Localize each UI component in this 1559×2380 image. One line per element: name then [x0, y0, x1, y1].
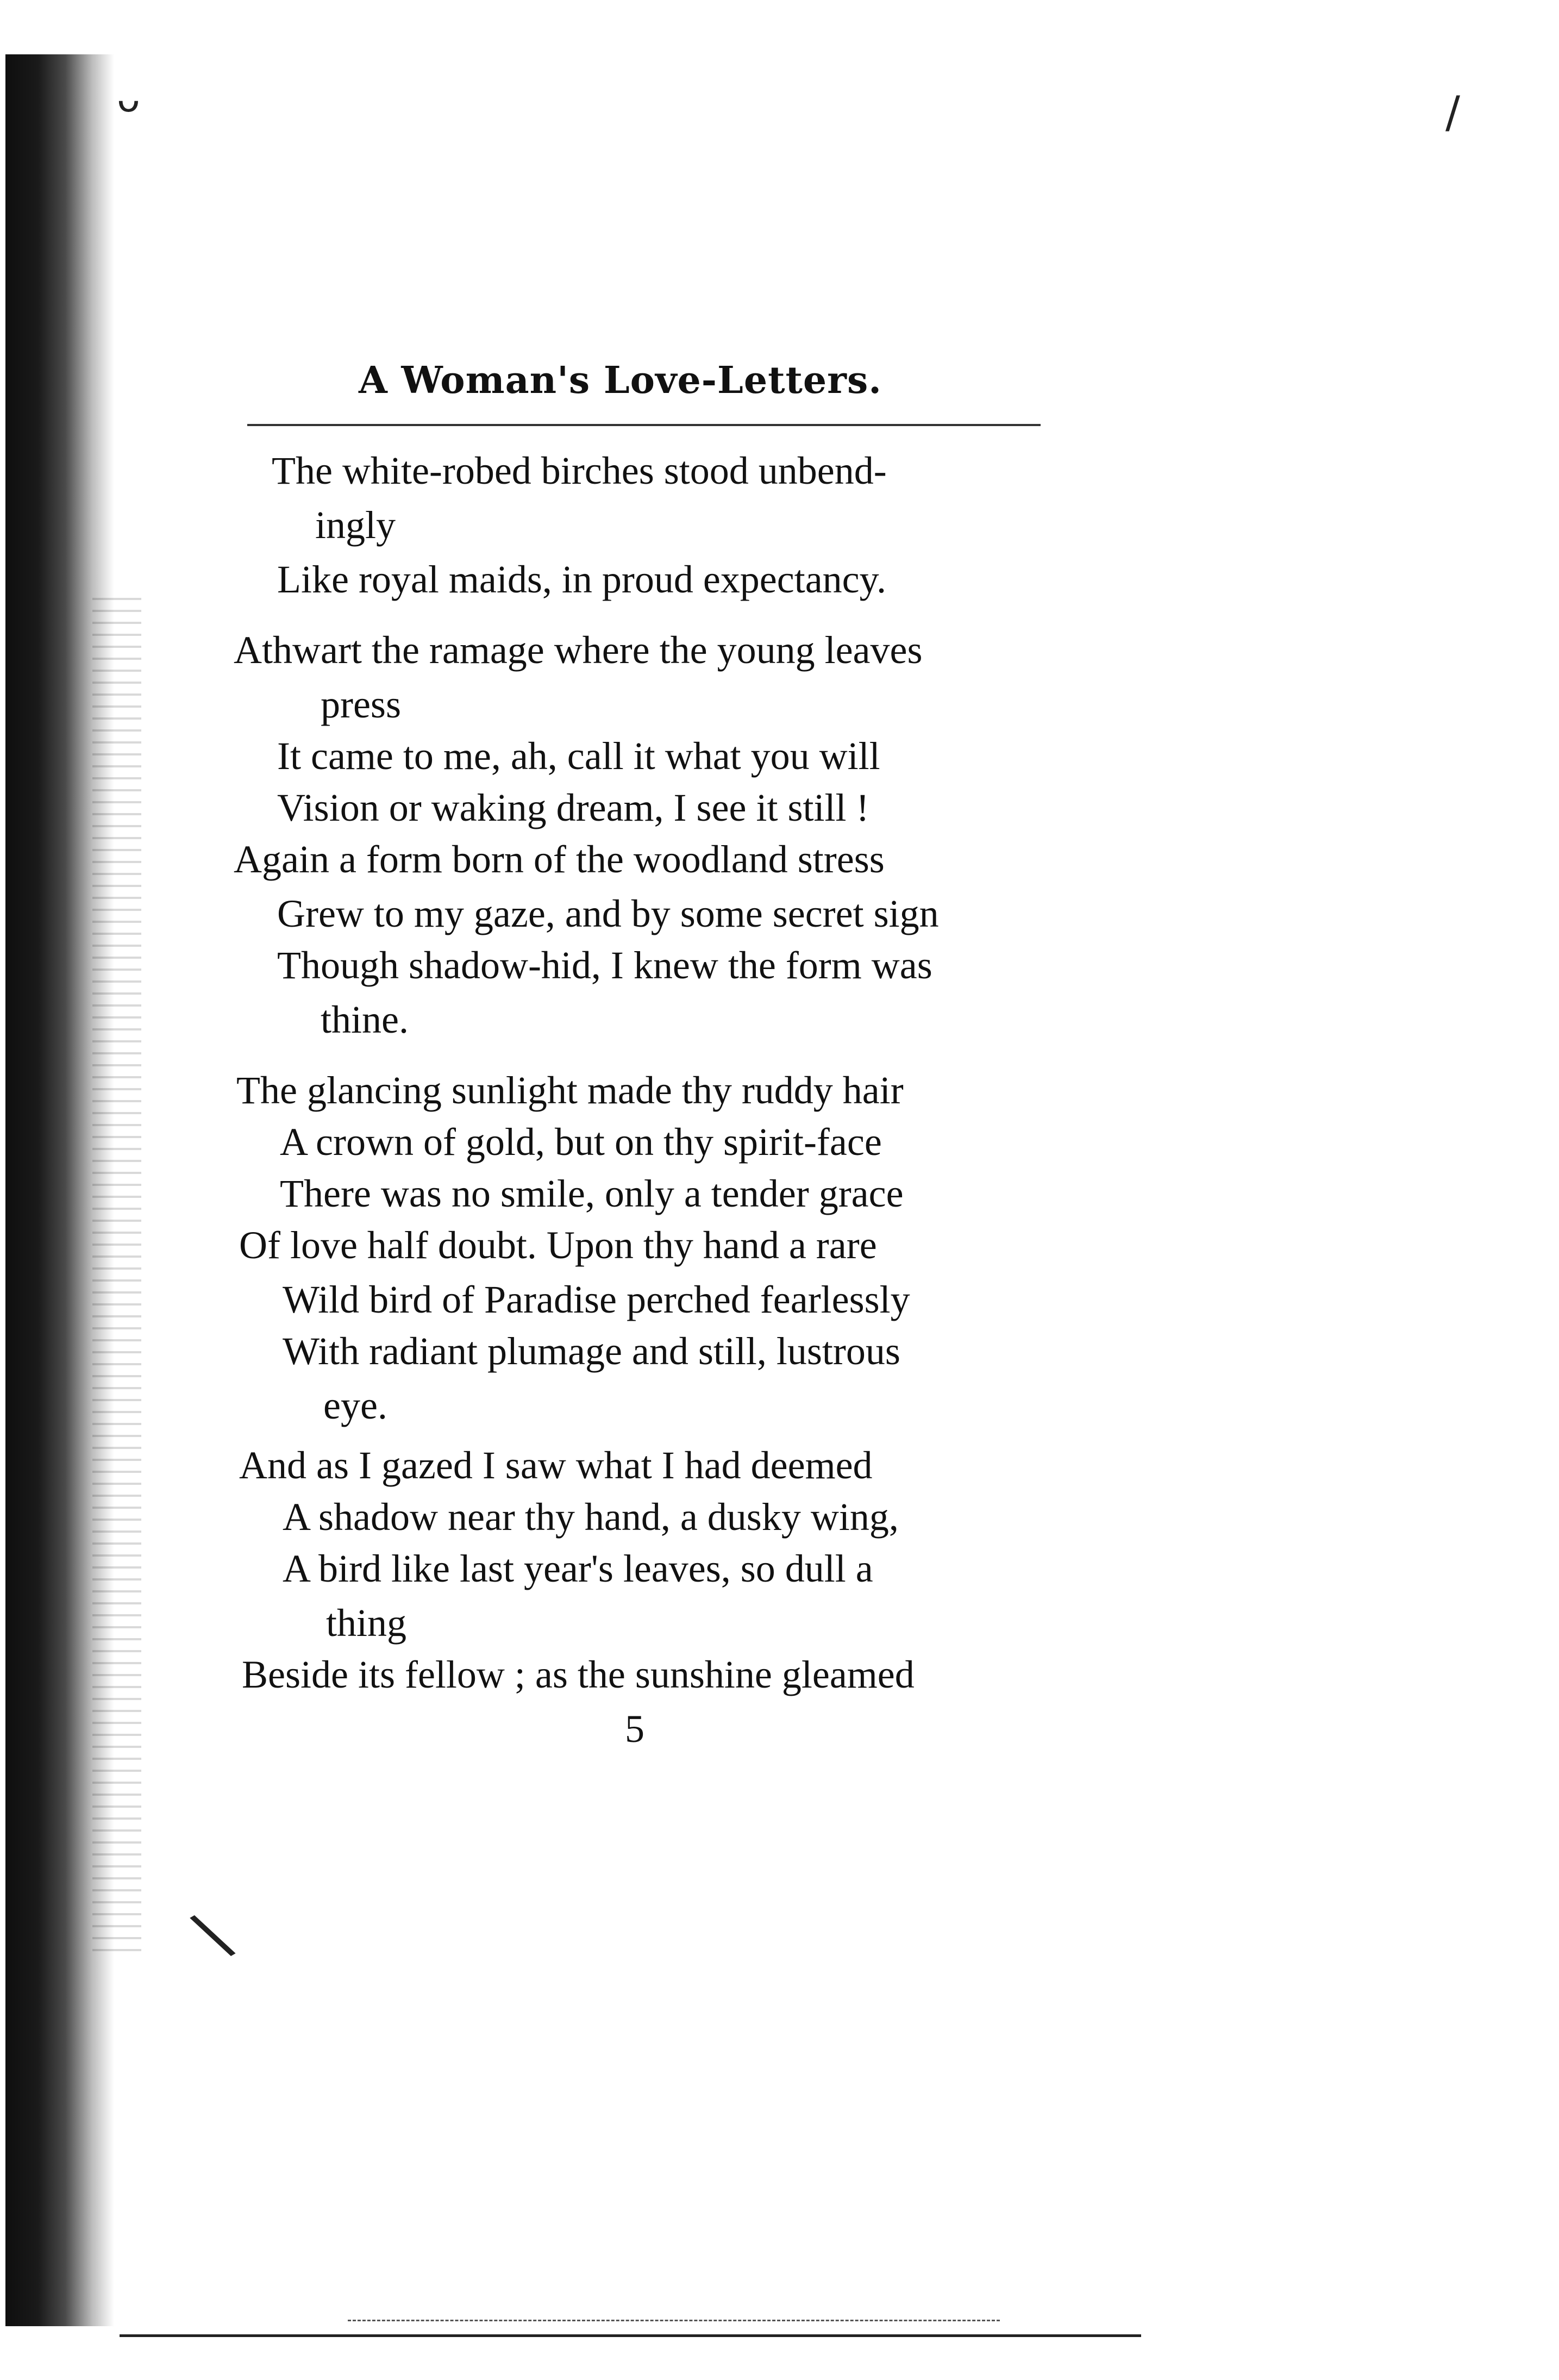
poem-line: There was no smile, only a tender grace	[280, 1172, 904, 1215]
pencil-mark: ᴗ	[117, 76, 140, 121]
poem-line: Like royal maids, in proud expectancy.	[277, 558, 886, 601]
poem-line: eye.	[323, 1384, 387, 1427]
poem-line: A bird like last year's leaves, so dull a	[283, 1547, 873, 1590]
poem-line: ingly	[315, 503, 396, 547]
poem-line: Again a form born of the woodland stress	[234, 838, 885, 881]
poem-line: Vision or waking dream, I see it still !	[277, 786, 869, 829]
poem-line: Wild bird of Paradise perched fearlessly	[283, 1278, 910, 1321]
poem-line: And as I gazed I saw what I had deemed	[239, 1444, 873, 1487]
bottom-dashed-rule	[348, 2320, 1000, 2321]
poem-line: Of love half doubt. Upon thy hand a rare	[239, 1223, 877, 1267]
poem-line: Athwart the ramage where the young leaves	[234, 628, 923, 672]
poem-line: Beside its fellow ; as the sunshine gleamed	[242, 1653, 915, 1696]
poem-line: thing	[326, 1601, 407, 1645]
page-number: 5	[625, 1707, 644, 1751]
pencil-slash-mark: /	[1445, 87, 1460, 138]
poem-line: A shadow near thy hand, a dusky wing,	[283, 1495, 899, 1539]
poem-line: A crown of gold, but on thy spirit-face	[280, 1120, 882, 1164]
poem-line: press	[321, 683, 401, 726]
poem-line: The glancing sunlight made thy ruddy hair	[236, 1069, 904, 1112]
poem-line: It came to me, ah, call it what you will	[277, 734, 880, 778]
bottom-rule	[120, 2334, 1141, 2337]
ink-stroke-mark: \	[183, 1896, 241, 1973]
poem-line: thine.	[321, 998, 409, 1041]
running-title: A Woman's Love-Letters.	[359, 359, 882, 402]
poem-line: With radiant plumage and still, lustrous	[283, 1329, 900, 1373]
poem-line: Grew to my gaze, and by some secret sign	[277, 892, 939, 935]
poem-line: The white-robed birches stood unbend-	[272, 449, 887, 492]
poem-line: Though shadow-hid, I knew the form was	[277, 944, 932, 987]
